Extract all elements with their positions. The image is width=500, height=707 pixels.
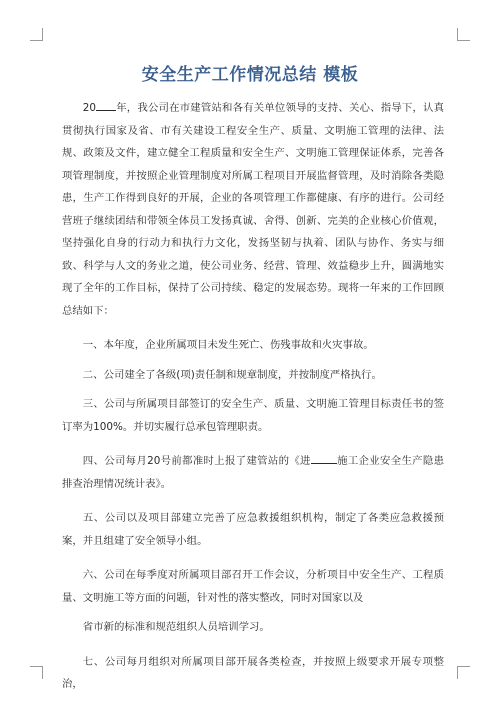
crop-mark-bottom-left [30,666,43,679]
item-4-blank [311,451,337,464]
intro-paragraph [62,97,444,322]
item-6-continued: 省市新的标准和规范组织人员培训学习。 [82,621,270,633]
item-5: 五、公司以及项目部建立完善了应急救援组织机构，制定了各类应急救援预案，并且组建了安全领导小组。 [62,512,444,547]
document-title: 安全生产工作情况总结 模板 [141,65,359,85]
year-blank [96,98,116,111]
intro-text: 年，我公司在市建管站和各有关单位领导的支持、关心、指导下，认真贯彻执行国家及省、市有关建设工程安全生产、质量、文明施工管理的法律、法规、政策及文件，建立健全工程质量和安全生产、文明施工管理保证体系，完善各项管理制度，并按照企业管理制度对所属工程项目开展监督管理，及时消除各类隐患，生产工作得到良好的开展，企业的各项管理工作都健康、有序的进行。公司经营班子继续团结和带领全体员工发扬真诚、舍得、创新、完美的企业核心价值观，坚持强化自身的行动力和执行力文化，发扬坚韧与执着、团队与协作、务实与细致、科学与人文的务业之道，使公司业务、经营、管理、效益稳步上升，圆满地实现了全年的工作目标，保持了公司持续、稳定的发展态势。现将一年来的工作回顾总结如下： [62,102,444,317]
crop-mark-top-right [457,28,470,41]
item-6: 六、公司在每季度对所属项目部召开工作会议，分析项目中安全生产、工程质量、文明施工等方面的问题，针对性的落实整改，同时对国家以及 [62,569,444,604]
document-body [62,97,444,703]
item-7: 七、公司每月组织对所属项目部开展各类检查，并按照上级要求开展专项整治， [62,655,444,690]
item-4-post: 施工企业安全生产隐患排查治理情况统计表》。 [62,455,444,490]
item-3: 三、公司与所属项目部签订的安全生产、质量、文明施工管理目标责任书的签订率为100%。并切实履行总承包管理职责。 [62,398,444,433]
item-4-pre: 四、公司每月20号前都准时上报了建管站的《进 [82,455,311,467]
item-4 [62,450,444,495]
item-2: 二、公司建全了各级(项)责任制和规章制度，并按制度严格执行。 [82,368,382,381]
crop-mark-bottom-right [457,666,470,679]
year-prefix: 20 [82,102,97,114]
crop-mark-top-left [30,28,43,41]
item-1: 一、本年度，企业所属项目未发生死亡、伤残事故和火灾事故。 [82,339,374,351]
